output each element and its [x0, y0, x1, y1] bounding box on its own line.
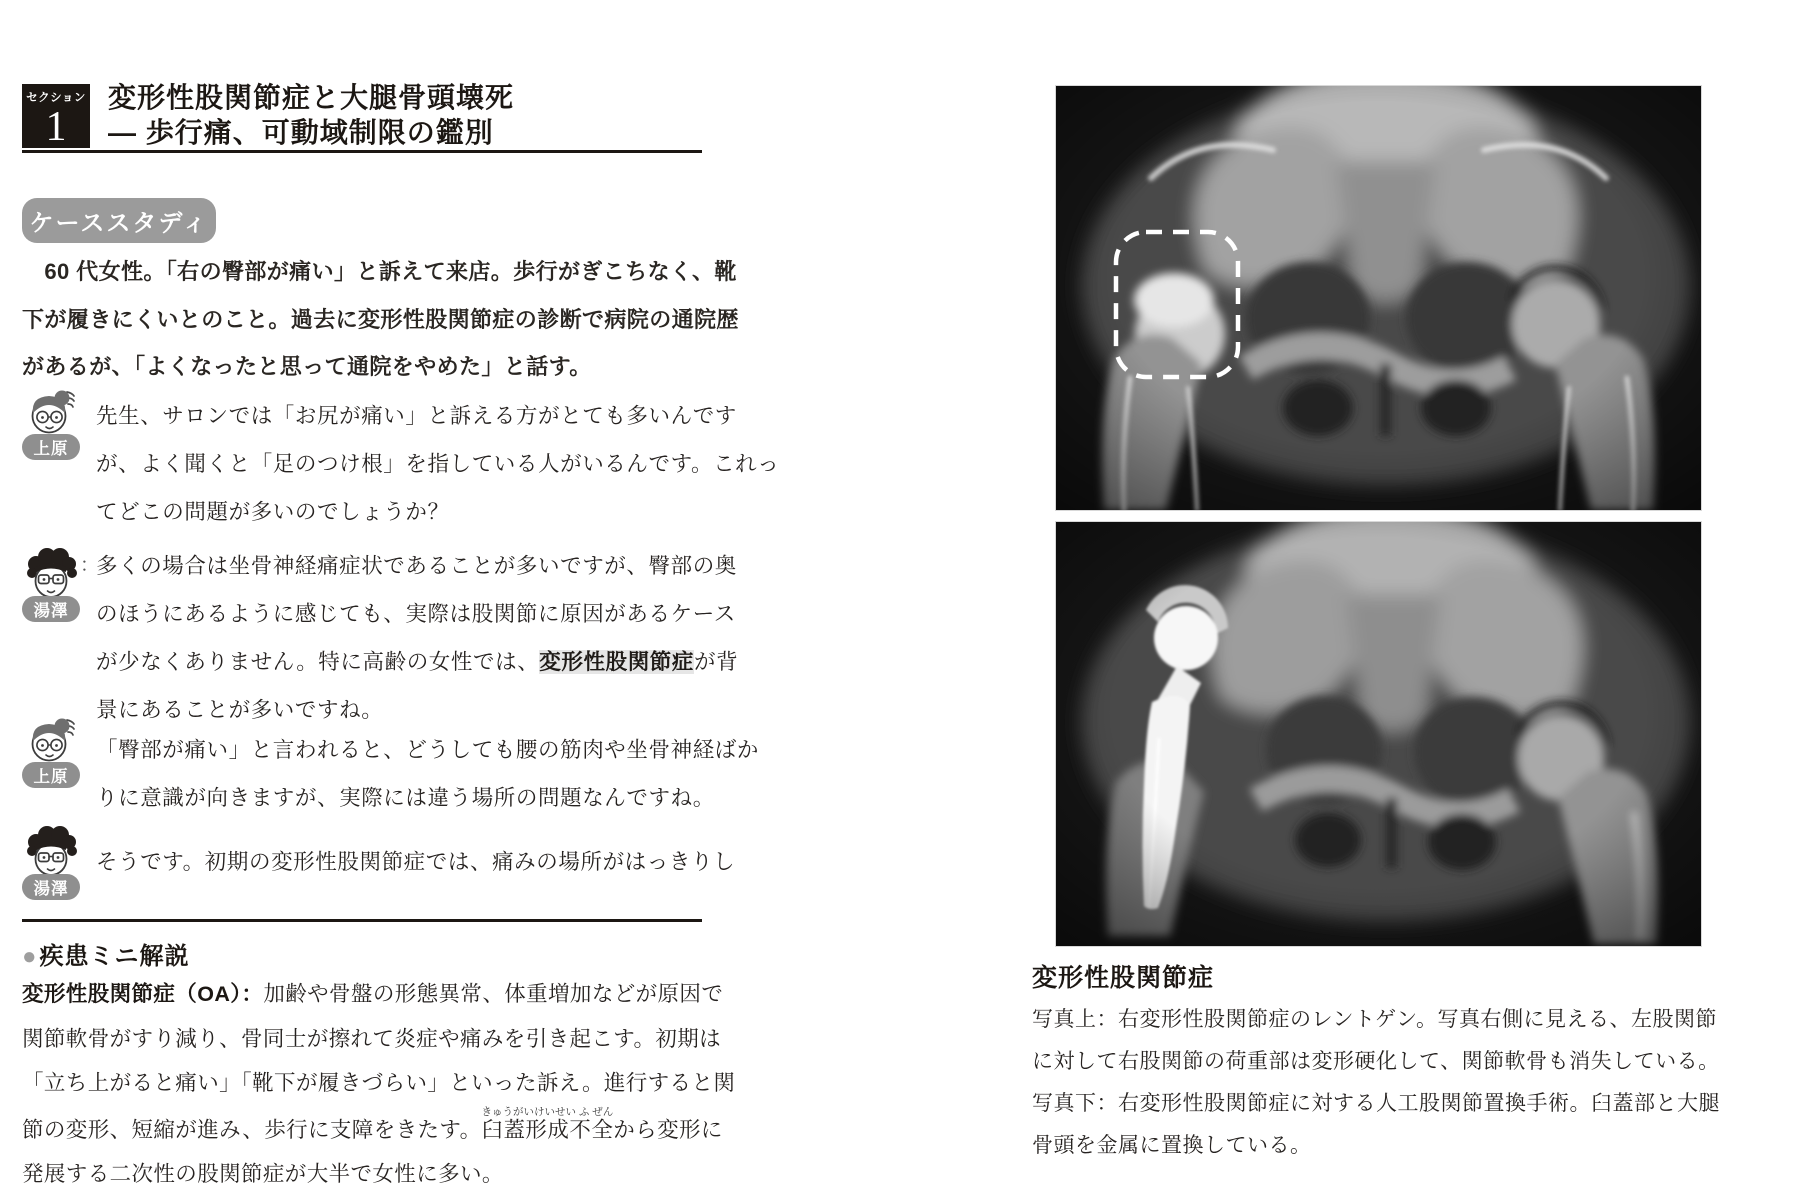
note-bullet-icon: ●	[22, 943, 38, 970]
ruby-kyugaikeisei-fuzen	[481, 1105, 614, 1142]
note-line4-post: から変形に	[613, 1117, 723, 1142]
note-line-1	[22, 972, 724, 1017]
speaker-badge-yuzawa: 湯澤	[22, 596, 80, 622]
note-line-4	[22, 1105, 723, 1153]
dialogue1-avatar-block	[22, 386, 80, 460]
figure-caption-line2: に対して右股関節の荷重部は変形硬化して、関節軟骨も消失している。	[1032, 1049, 1720, 1073]
section-number: 1	[45, 104, 67, 150]
case-study-badge: ケーススタディ	[22, 198, 216, 243]
dialogue3-line2: りに意識が向きますが、実際には違う場所の問題なんですね。	[96, 786, 715, 810]
dialogue1-line1: 先生、サロンでは「お尻が痛い」と訴える方がとても多いんです	[96, 404, 737, 428]
dialogue2-line3-pre: が少なくありません。特に高齢の女性では、	[96, 650, 540, 674]
dialogue2-line1: 多くの場合は坐骨神経痛症状であることが多いですが、臀部の奥	[96, 554, 737, 578]
disease-note-heading-text: 疾患ミニ解説	[39, 943, 190, 970]
ruby-furigana: きゅうがいけいせい ふ ぜん	[481, 1105, 614, 1118]
note-line1-rest: 加齢や骨盤の形態異常、体重増加などが原因で	[263, 982, 724, 1006]
dialogue3-line1: 「臀部が痛い」と言われると、どうしても腰の筋肉や坐骨神経ばか	[96, 738, 760, 762]
dialogue4-text	[96, 838, 735, 886]
xray-top-figure	[1055, 85, 1702, 511]
disease-note-text	[22, 972, 736, 1197]
dialogue1-line2: が、よく聞くと「足のつけ根」を指している人がいるんです。これっ	[96, 452, 780, 476]
dialogue2-colon-mark: ：	[80, 555, 100, 576]
case-line-1: 60 代女性。「右の臀部が痛い」と訴えて来店。歩行がぎこちなく、靴	[22, 259, 737, 284]
note-line-2: 関節軟骨がすり減り、骨同士が擦れて炎症や痛みを引き起こす。初期は	[22, 1026, 722, 1051]
section-number-box	[22, 84, 90, 148]
pelvis-xray-image	[1056, 86, 1701, 510]
dialogue1-text	[96, 392, 779, 536]
figure-caption-line1: 写真上：右変形性股関節症のレントゲン。写真右側に見える、左股関節	[1032, 1007, 1717, 1031]
pelvis-prosthesis-xray-image	[1056, 522, 1701, 946]
case-line-2: 下が履きにくいとのこと。過去に変形性股関節症の診断で病院の通院歴	[22, 306, 739, 332]
dialogue4-avatar-block	[22, 826, 80, 900]
ruby-base: 臼蓋形成不全	[481, 1117, 614, 1142]
dialogue2-avatar-block	[22, 548, 80, 622]
xray-bottom-figure	[1055, 521, 1702, 947]
disease-note-heading	[22, 936, 190, 971]
figure-caption-line3: 写真下：右変形性股関節症に対する人工股関節置換手術。臼蓋部と大腿	[1032, 1091, 1720, 1115]
dialogue3-text	[96, 726, 759, 822]
dialogue3-avatar-block	[22, 714, 80, 788]
highlighted-term: 変形性股関節症	[539, 650, 694, 674]
note-line-5: 発展する二次性の股関節症が大半で女性に多い。	[22, 1162, 504, 1186]
dialogue4-line1: そうです。初期の変形性股関節症では、痛みの場所がはっきりし	[96, 850, 736, 874]
note-line-3: 「立ち上がると痛い」「靴下が履きづらい」といった訴え。進行すると関	[22, 1071, 736, 1095]
speaker-badge-uehara: 上原	[22, 434, 80, 460]
figure-caption-text	[1032, 998, 1752, 1166]
case-study-text	[22, 248, 739, 391]
page-title	[108, 80, 514, 150]
note-term-bold: 変形性股関節症（OA）：	[22, 982, 264, 1006]
figure-caption-title: 変形性股関節症	[1032, 964, 1215, 992]
dialogue2-text	[80, 542, 739, 734]
page-title-line2: — 歩行痛、可動域制限の鑑別	[108, 117, 494, 148]
section-header	[22, 84, 702, 153]
dialogue1-line3: てどこの問題が多いのでしょうか？	[96, 500, 450, 524]
case-line-3: があるが、「よくなったと思って通院をやめた」と話す。	[22, 354, 592, 379]
dialogue2-line3-post: が背	[694, 650, 739, 674]
divider-rule	[22, 919, 702, 922]
speaker-badge-yuzawa: 湯澤	[22, 874, 80, 900]
page-title-line1: 変形性股関節症と大腿骨頭壊死	[108, 82, 515, 113]
speaker-badge-uehara: 上原	[22, 762, 80, 788]
dialogue2-line4: 景にあることが多いですね。	[96, 698, 384, 722]
note-line4-pre: 節の変形、短縮が進み、歩行に支障をきたす。	[22, 1117, 482, 1142]
figure-caption-line4: 骨頭を金属に置換している。	[1032, 1133, 1312, 1157]
section-kicker: セクション	[26, 92, 86, 104]
dialogue2-line3	[96, 638, 738, 686]
dialogue2-line2: のほうにあるように感じても、実際は股関節に原因があるケース	[96, 602, 736, 626]
